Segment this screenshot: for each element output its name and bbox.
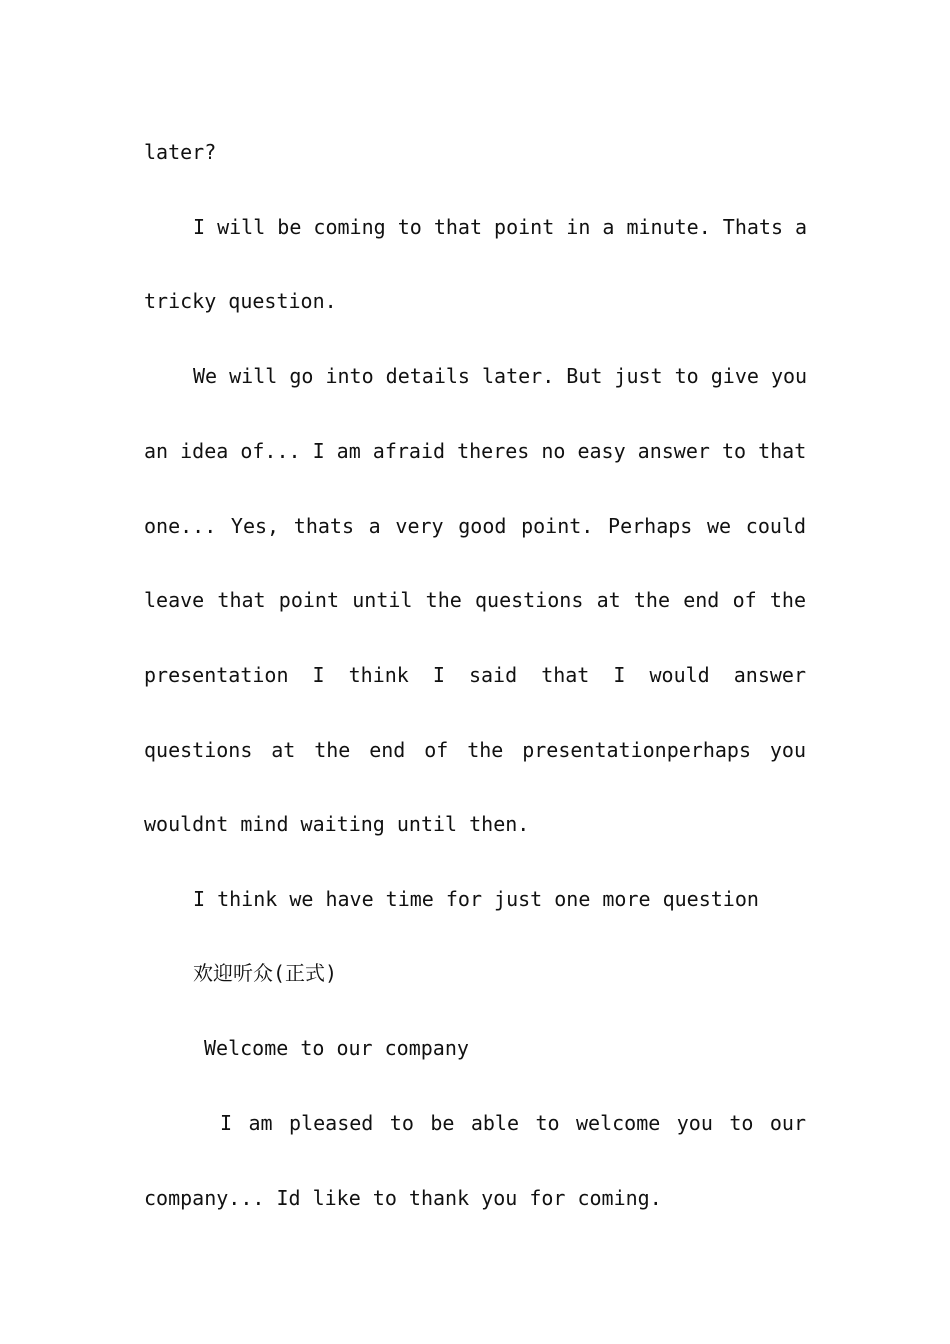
text-line-10: wouldnt mind waiting until then. [144, 812, 530, 836]
section-heading: 欢迎听众(正式) [193, 961, 338, 985]
text-line-9: questions at the end of the presentationperhaps you [144, 738, 806, 762]
text-line-8: presentation I think I said that I would answer [144, 663, 806, 687]
text-line-11: I think we have time for just one more question [193, 887, 759, 911]
subheading: Welcome to our company [204, 1036, 469, 1060]
text-line-5: an idea of... I am afraid theres no easy answer to that [144, 439, 807, 463]
text-line-14: I am pleased to be able to welcome you to our [220, 1111, 806, 1135]
text-line-4: We will go into details later. But just to give you [193, 364, 808, 388]
text-line-2: I will be coming to that point in a minute. Thats a [193, 215, 808, 239]
text-line-7: leave that point until the questions at the end of the [144, 588, 806, 612]
text-line-1: later? [144, 140, 217, 164]
text-line-15: company... Id like to thank you for coming. [144, 1186, 662, 1210]
text-line-6: one... Yes, thats a very good point. Perhaps we could [144, 514, 806, 538]
document-page [144, 0, 806, 1344]
text-line-3: tricky question. [144, 289, 337, 313]
